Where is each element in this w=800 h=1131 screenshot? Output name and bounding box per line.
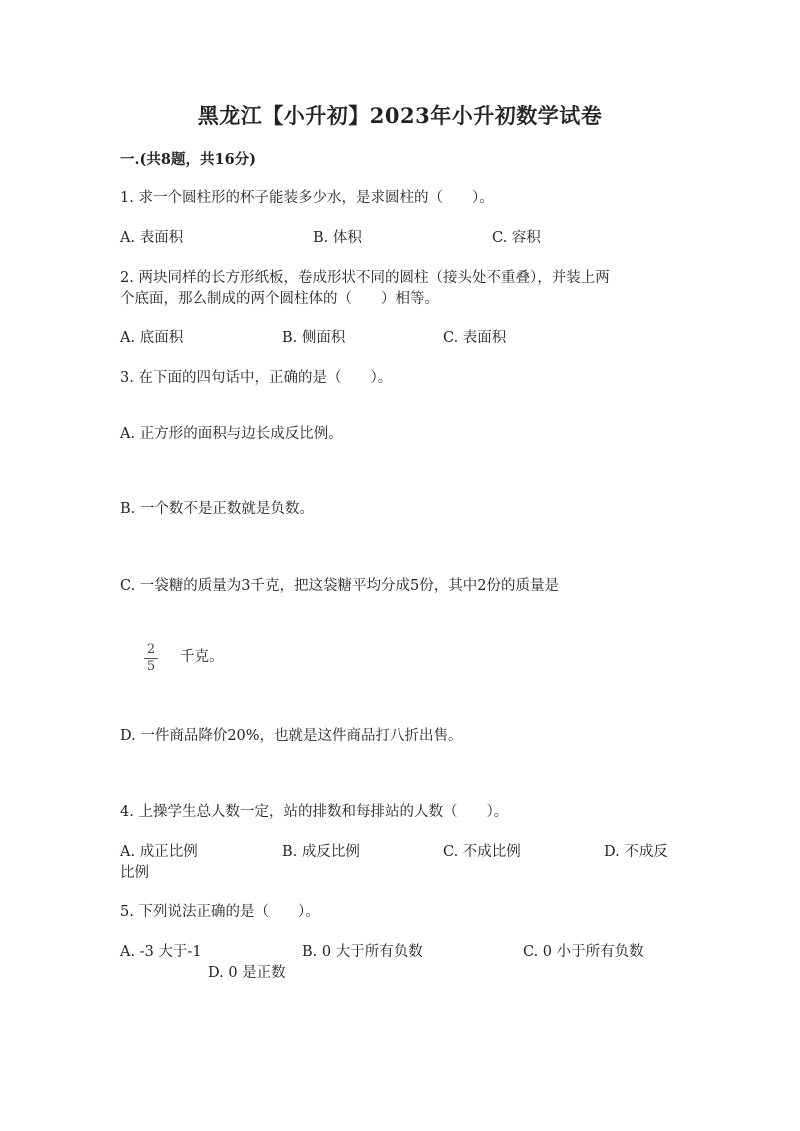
- fraction-two-fifths: [143, 643, 159, 674]
- question-5-option-c: C. 0 小于所有负数: [523, 944, 644, 960]
- question-5-option-a: A. -3 大于-1: [120, 944, 202, 960]
- question-4-option-a: A. 成正比例: [120, 844, 198, 860]
- question-3-option-a: A. 正方形的面积与边长成反比例。: [120, 426, 343, 442]
- question-3-option-c: C. 一袋糖的质量为3千克，把这袋糖平均分成5份，其中2份的质量是: [120, 578, 559, 594]
- question-5-stem: 5. 下列说法正确的是（ ）。: [120, 904, 320, 920]
- question-2-option-b: B. 侧面积: [282, 330, 346, 346]
- question-3-option-c-unit: 千克。: [180, 649, 224, 665]
- question-4-option-c: C. 不成比例: [443, 844, 521, 860]
- question-1-stem: 1. 求一个圆柱形的杯子能装多少水，是求圆柱的（ ）。: [120, 190, 494, 206]
- question-3-stem: 3. 在下面的四句话中，正确的是（ ）。: [120, 370, 393, 386]
- question-3-option-d: D. 一件商品降价20%，也就是这件商品打八折出售。: [120, 728, 463, 744]
- question-4-option-b: B. 成反比例: [282, 844, 360, 860]
- question-4-option-d: D. 不成反: [604, 844, 668, 860]
- page-title: 黑龙江【小升初】2023年小升初数学试卷: [197, 103, 603, 128]
- question-3-option-b: B. 一个数不是正数就是负数。: [120, 501, 314, 517]
- question-2-stem-line1: 2. 两块同样的长方形纸板，卷成形状不同的圆柱（接头处不重叠），并装上两: [120, 270, 610, 286]
- question-5-option-b: B. 0 大于所有负数: [302, 944, 423, 960]
- fraction-numerator: 2: [146, 642, 156, 657]
- question-4-option-d-wrap: 比例: [120, 865, 149, 881]
- question-1-option-a: A. 表面积: [120, 230, 184, 246]
- question-2-stem-line2: 个底面，那么制成的两个圆柱体的（ ）相等。: [120, 291, 439, 307]
- question-2-option-c: C. 表面积: [443, 330, 507, 346]
- question-1-option-c: C. 容积: [492, 230, 541, 246]
- question-5-option-d: D. 0 是正数: [208, 965, 286, 981]
- section-heading: 一.(共8题，共16分): [120, 151, 257, 168]
- question-4-stem: 4. 上操学生总人数一定，站的排数和每排站的人数（ ）。: [120, 804, 509, 820]
- fraction-denominator: 5: [146, 659, 156, 674]
- question-2-option-a: A. 底面积: [120, 330, 184, 346]
- question-1-option-b: B. 体积: [313, 230, 362, 246]
